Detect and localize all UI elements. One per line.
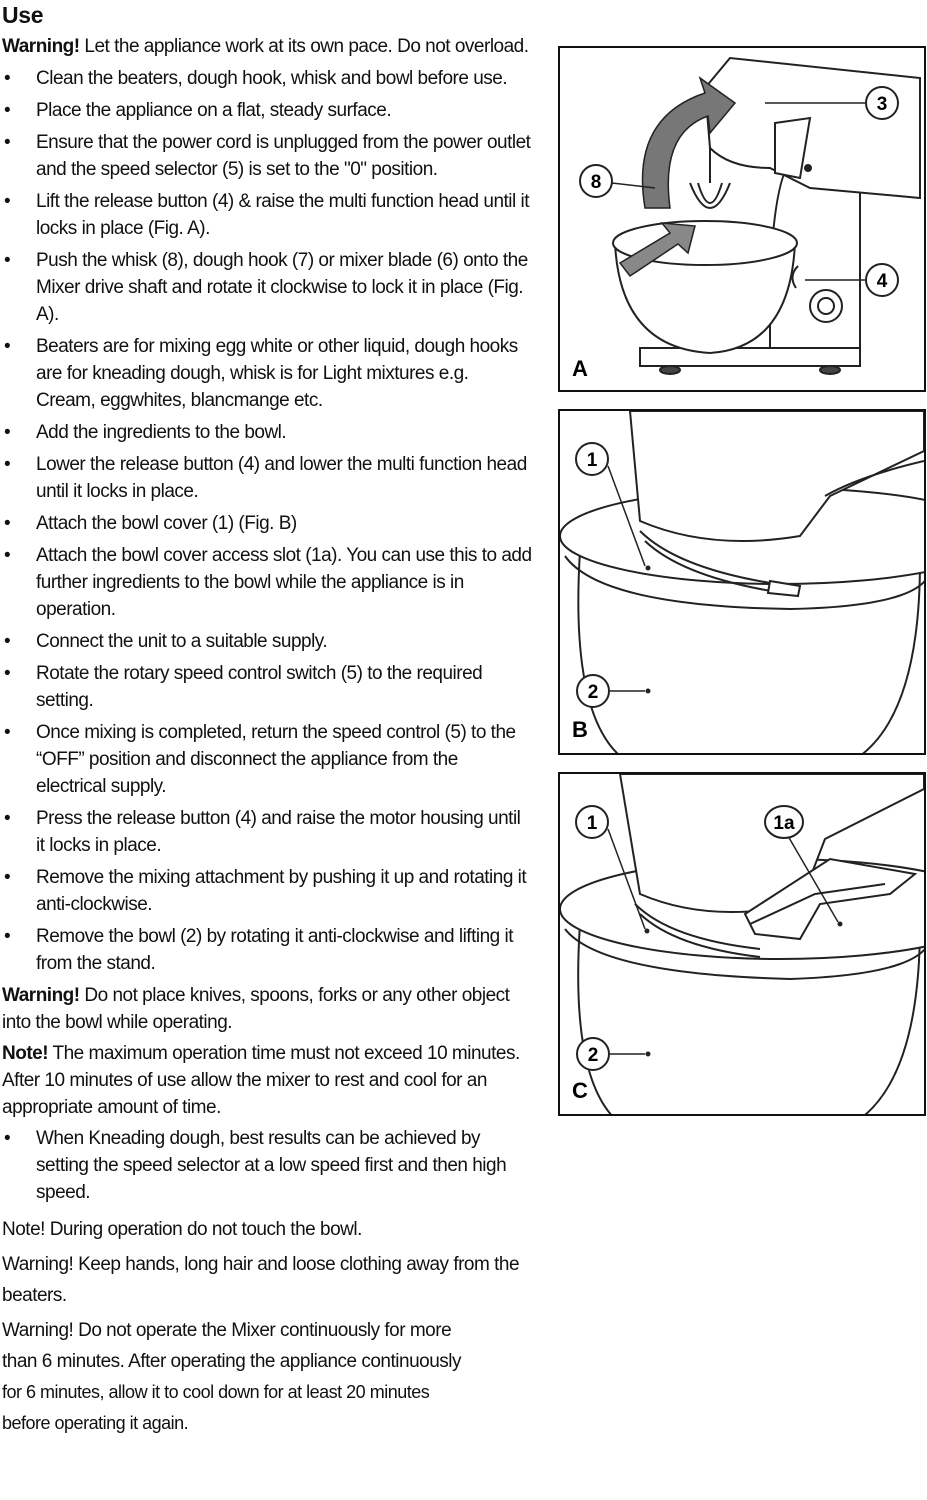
kneading-tip-list <box>2 1125 532 1206</box>
list-item: • Attach the bowl cover access slot (1a). You can use this to add further ingredients to the bowl while the appliance is in operation. <box>4 545 532 620</box>
warning-objects: Warning! Do not place knives, spoons, forks or any other object into the bowl while operating. <box>2 985 510 1033</box>
list-item: • Remove the bowl (2) by rotating it anti-clockwise and lifting it from the stand. <box>4 926 514 974</box>
list-item: • Lift the release button (4) & raise the multi function head until it locks in place (Fig. A). <box>4 191 530 239</box>
callout-4: 4 <box>876 271 888 292</box>
callout-8: 8 <box>590 172 602 193</box>
list-item: • Push the whisk (8), dough hook (7) or mixer blade (6) onto the Mixer drive shaft and rotate it clockwise to lock it in place (Fig. A). <box>4 250 528 325</box>
bowl-cover-illustration <box>560 411 924 753</box>
note-max-time: Note! The maximum operation time must not exceed 10 minutes. After 10 minutes of use allow the mixer to rest and cool for an appropriate amount of time. <box>2 1043 520 1118</box>
figure-letter-b: B <box>572 717 588 742</box>
list-item: • Rotate the rotary speed control switch (5) to the required setting. <box>4 663 483 711</box>
list-item: • Attach the bowl cover (1) (Fig. B) <box>4 513 297 534</box>
access-slot-illustration <box>560 774 924 1114</box>
callout-1a: 1a <box>773 813 795 834</box>
callout-2: 2 <box>587 682 599 703</box>
warning-continuous: Warning! Do not operate the Mixer continuously for more than 6 minutes. After operating the appliance continuously for 6 minutes, allow it to cool down for at least 20 minutes before operating it again. <box>2 1320 461 1433</box>
warning-hands: Warning! Keep hands, long hair and loose clothing away from the beaters. <box>2 1254 520 1306</box>
figure-a <box>558 46 926 392</box>
list-item: • Place the appliance on a flat, steady surface. <box>4 100 392 121</box>
list-item: • Connect the unit to a suitable supply. <box>4 631 328 652</box>
list-item: • Beaters are for mixing egg white or other liquid, dough hooks are for kneading dough, whisk is for Light mixtures e.g. Cream, eggwhites, blancmange etc. <box>4 336 518 411</box>
callout-2: 2 <box>587 1045 599 1066</box>
stand-mixer-illustration <box>560 48 924 390</box>
list-item: • Ensure that the power cord is unplugged from the power outlet and the speed selector (5) is set to the "0" position. <box>4 132 531 180</box>
steps-list <box>2 65 532 977</box>
list-item: • Add the ingredients to the bowl. <box>4 422 287 443</box>
list-item: • Press the release button (4) and raise the motor housing until it locks in place. <box>4 808 521 856</box>
note-touch-bowl: Note! During operation do not touch the bowl. <box>2 1219 362 1240</box>
figure-letter-c: C <box>572 1078 588 1103</box>
figure-b <box>558 409 926 755</box>
list-item: • When Kneading dough, best results can be achieved by setting the speed selector at a low speed first and then high speed. <box>4 1128 507 1203</box>
section-heading: Use <box>2 2 44 28</box>
callout-1: 1 <box>586 450 598 471</box>
instructions-column <box>2 0 532 1439</box>
warning-overload: Warning! Let the appliance work at its own pace. Do not overload. <box>2 36 529 57</box>
callout-3: 3 <box>876 94 888 115</box>
figure-letter-a: A <box>572 356 588 381</box>
list-item: • Lower the release button (4) and lower the multi function head until it locks in place. <box>4 454 527 502</box>
figure-c <box>558 772 926 1116</box>
list-item: • Remove the mixing attachment by pushing it up and rotating it anti-clockwise. <box>4 867 527 915</box>
list-item: • Once mixing is completed, return the speed control (5) to the “OFF” position and disconnect the appliance from the electrical supply. <box>4 722 516 797</box>
callout-1: 1 <box>586 813 598 834</box>
list-item: • Clean the beaters, dough hook, whisk and bowl before use. <box>4 68 508 89</box>
